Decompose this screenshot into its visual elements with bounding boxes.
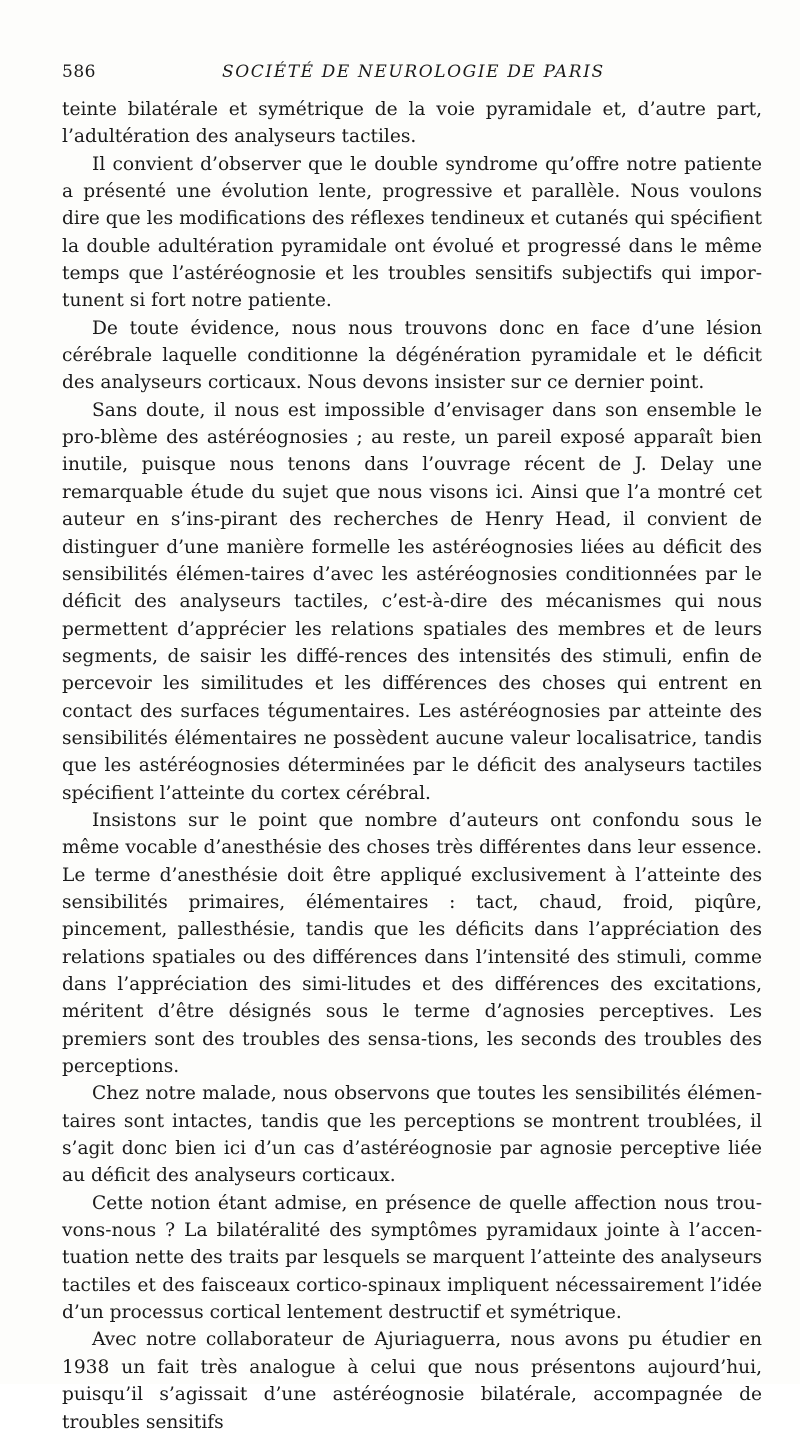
paragraph: Chez notre malade, nous observons que toutes les sensibilités élémen-taires sont intactes, tandis que les perceptions se montrent troublées, il s’agit donc bien ici d’un cas d’astéréognosie par agnosie perceptive liée au déficit des analyseurs corticaux. (62, 1083, 762, 1187)
running-title: SOCIÉTÉ DE NEUROLOGIE DE PARIS (222, 62, 605, 82)
paragraph: Avec notre collaborateur de Ajuriaguerra, nous avons pu étudier en 1938 un fait très analogue à celui que nous présentons aujourd’hui, puisqu’il s’agissait d’une astéréognosie bilatérale, accompagnée de troubles sensitifs (62, 1329, 762, 1433)
paragraph: Sans doute, il nous est impossible d’envisager dans son ensemble le pro-blème des astéréognosies ; au reste, un pareil exposé apparaît bien inutile, puisque nous tenons dans l’ouvrage récent de J. Delay une remarquable étude du sujet que nous visons ici. Ainsi que l’a montré cet auteur en s’ins-pirant des recherches de Henry Head, il convient de distinguer d’une manière formelle les astéréognosies liées au déficit des sensibilités élémen-taires d’avec les astéréognosies conditionnées par le déficit des analyseurs tactiles, c’est-à-dire des mécanismes qui nous permettent d’apprécier les relations spatiales des membres et de leurs segments, de saisir les diffé-rences des intensités des stimuli, enfin de percevoir les similitudes et les différences des choses qui entrent en contact des surfaces tégumentaires. Les astéréognosies par atteinte des sensibilités élémentaires ne possèdent aucune valeur localisatrice, tandis que les astéréognosies déterminées par le déficit des analyseurs tactiles spécifient l’atteinte du cortex cérébral. (62, 399, 762, 804)
paragraph: De toute évidence, nous nous trouvons donc en face d’une lésion cérébrale laquelle conditionne la dégénération pyramidale et le déficit des analyseurs corticaux. Nous devons insister sur ce dernier point. (62, 317, 762, 394)
page-header (62, 62, 762, 90)
paragraph: Cette notion étant admise, en présence de quelle affection nous trou-vons-nous ? La bilatéralité des symptômes pyramidaux jointe à l’accen-tuation nette des traits par lesquels se marquent l’atteinte des analyseurs tactiles et des faisceaux cortico-spinaux impliquent nécessairement l’idée d’un processus cortical lentement destructif et symétrique. (62, 1192, 762, 1324)
paragraph: Insistons sur le point que nombre d’auteurs ont confondu sous le même vocable d’anesthésie des choses très différentes dans leur essence. Le terme d’anesthésie doit être appliqué exclusivement à l’atteinte des sensibilités primaires, élémentaires : tact, chaud, froid, piqûre, pincement, pallesthésie, tandis que les déficits dans l’appréciation des relations spatiales ou des différences dans l’intensité des stimuli, comme dans l’appréciation des simi-litudes et des différences des excitations, méritent d’être désignés sous le terme d’agnosies perceptives. Les premiers sont des troubles des sensa-tions, les seconds des troubles des perceptions. (62, 809, 762, 1078)
body-text (62, 96, 762, 1436)
paragraph: Il convient d’observer que le double syndrome qu’offre notre patiente a présenté une évolution lente, progressive et parallèle. Nous voulons dire que les modifications des réflexes tendineux et cutanés qui spécifient la double adultération pyramidale ont évolué et progressé dans le même temps que l’astéréognosie et les troubles sensitifs subjectifs qui impor-tunent si fort notre patiente. (62, 153, 762, 312)
page-number: 586 (62, 62, 96, 82)
paragraph: teinte bilatérale et symétrique de la voie pyramidale et, d’autre part, l’adultération des analyseurs tactiles. (62, 99, 762, 148)
